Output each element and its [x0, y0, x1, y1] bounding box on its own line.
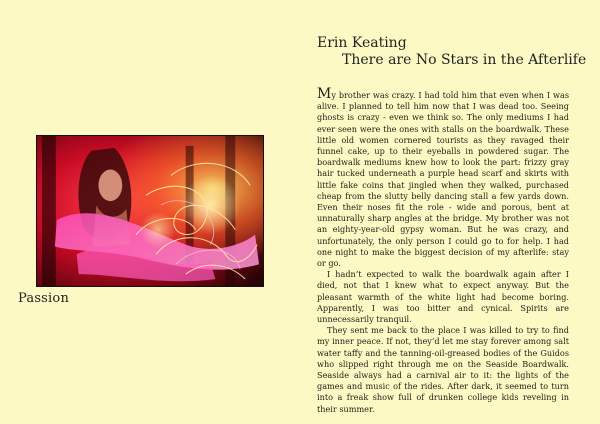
artwork-caption: Passion — [18, 291, 70, 306]
story-author: Erin Keating — [317, 35, 407, 51]
passion-artwork — [36, 135, 264, 287]
artwork-image — [37, 136, 263, 286]
story-paragraph — [317, 86, 569, 269]
first-paragraph-text: y brother was crazy. I had told him that even when I was alive. I planned to tell him now that I was dead too. Seeing ghosts is crazy - even we think so. The only mediums I had ever seen were the ones with stalls on the boardwalk. These little old women cornered tourists as they ravaged their funnel cake, up to their eyeballs in powdered sugar. The boardwalk mediums knew how to look the part: frizzy gray hair tucked underneath a purple head scarf and skirts with little fake coins that jingled when they walked, purchased cheap from the slutty belly dancing stall a few yards down. Even their noses fit the role - wide and porous, bent at unnaturally sharp angles at the bridge. My brother was not an eighty-year-old gypsy woman. But he was crazy, and unfortunately, the only person I could go to for help. I had one night to make the biggest decision of my afterlife: stay or go. — [317, 90, 569, 269]
story-paragraph: They sent me back to the place I was killed to try to find my inner peace. If not, they’d let me stay forever among salt water taffy and the tanning-oil-greased bodies of the Guidos who slipped right through me on the Seaside Boardwalk. Seaside always had a carnival air to it: the lights of the games and music of the rides. After dark, it seemed to turn into a freak show full of drunken college kids reveling in their summer. — [317, 325, 569, 414]
story-paragraph: I hadn’t expected to walk the boardwalk again after I died, not that I knew what to expect anyway. But the pleasant warmth of the white light had become boring. Apparently, I was too bitter and cynical. Spirits are unnecessarily tranquil. — [317, 269, 569, 325]
story-title: There are No Stars in the Afterlife — [342, 52, 587, 68]
drop-cap: M — [317, 86, 332, 102]
story-body — [317, 86, 569, 415]
